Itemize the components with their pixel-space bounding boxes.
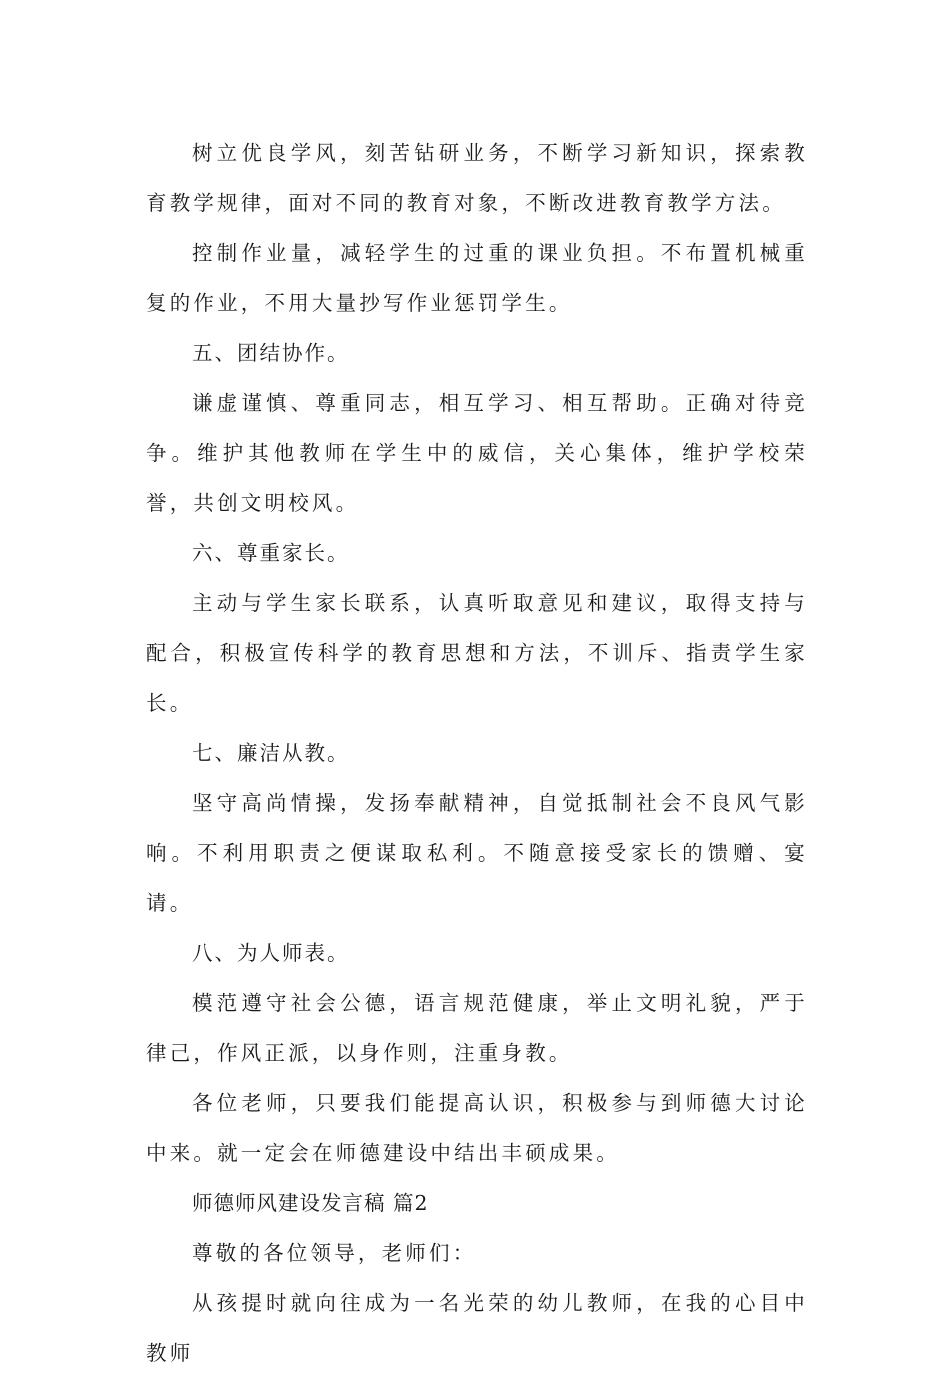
document-body (146, 128, 808, 1378)
paragraph-integrity: 坚守高尚情操，发扬奉献精神，自觉抵制社会不良风气影响。不利用职责之便谋取私利。不随意接受家长的馈赠、宴请。 (146, 791, 808, 915)
paragraph-closing: 各位老师，只要我们能提高认识，积极参与到师德大讨论中来。就一定会在师德建设中结出丰硕成果。 (146, 1091, 808, 1165)
article-title: 师德师风建设发言稿 篇2 (192, 1191, 429, 1215)
paragraph-cooperation: 谦虚谨慎、尊重同志，相互学习、相互帮助。正确对待竞争。维护其他教师在学生中的威信，关心集体，维护学校荣誉，共创文明校风。 (146, 391, 808, 515)
paragraph-salutation: 尊敬的各位领导，老师们： (192, 1241, 477, 1265)
paragraph-respect-parents: 主动与学生家长联系，认真听取意见和建议，取得支持与配合，积极宣传科学的教育思想和方法，不训斥、指责学生家长。 (146, 591, 808, 715)
paragraph-role-model: 模范遵守社会公德，语言规范健康，举止文明礼貌，严于律己，作风正派，以身作则，注重身教。 (146, 991, 808, 1065)
section-heading-cooperation: 五、团结协作。 (192, 341, 350, 365)
paragraph-opening: 从孩提时就向往成为一名光荣的幼儿教师，在我的心目中教师 (146, 1291, 808, 1365)
paragraph-homework: 控制作业量，减轻学生的过重的课业负担。不布置机械重复的作业，不用大量抄写作业惩罚学生。 (146, 241, 808, 315)
section-heading-integrity: 七、廉洁从教。 (192, 741, 350, 765)
section-heading-respect-parents: 六、尊重家长。 (192, 541, 350, 565)
paragraph-study-style: 树立优良学风，刻苦钻研业务，不断学习新知识，探索教育教学规律，面对不同的教育对象，不断改进教育教学方法。 (146, 141, 808, 215)
section-heading-role-model: 八、为人师表。 (192, 941, 350, 965)
